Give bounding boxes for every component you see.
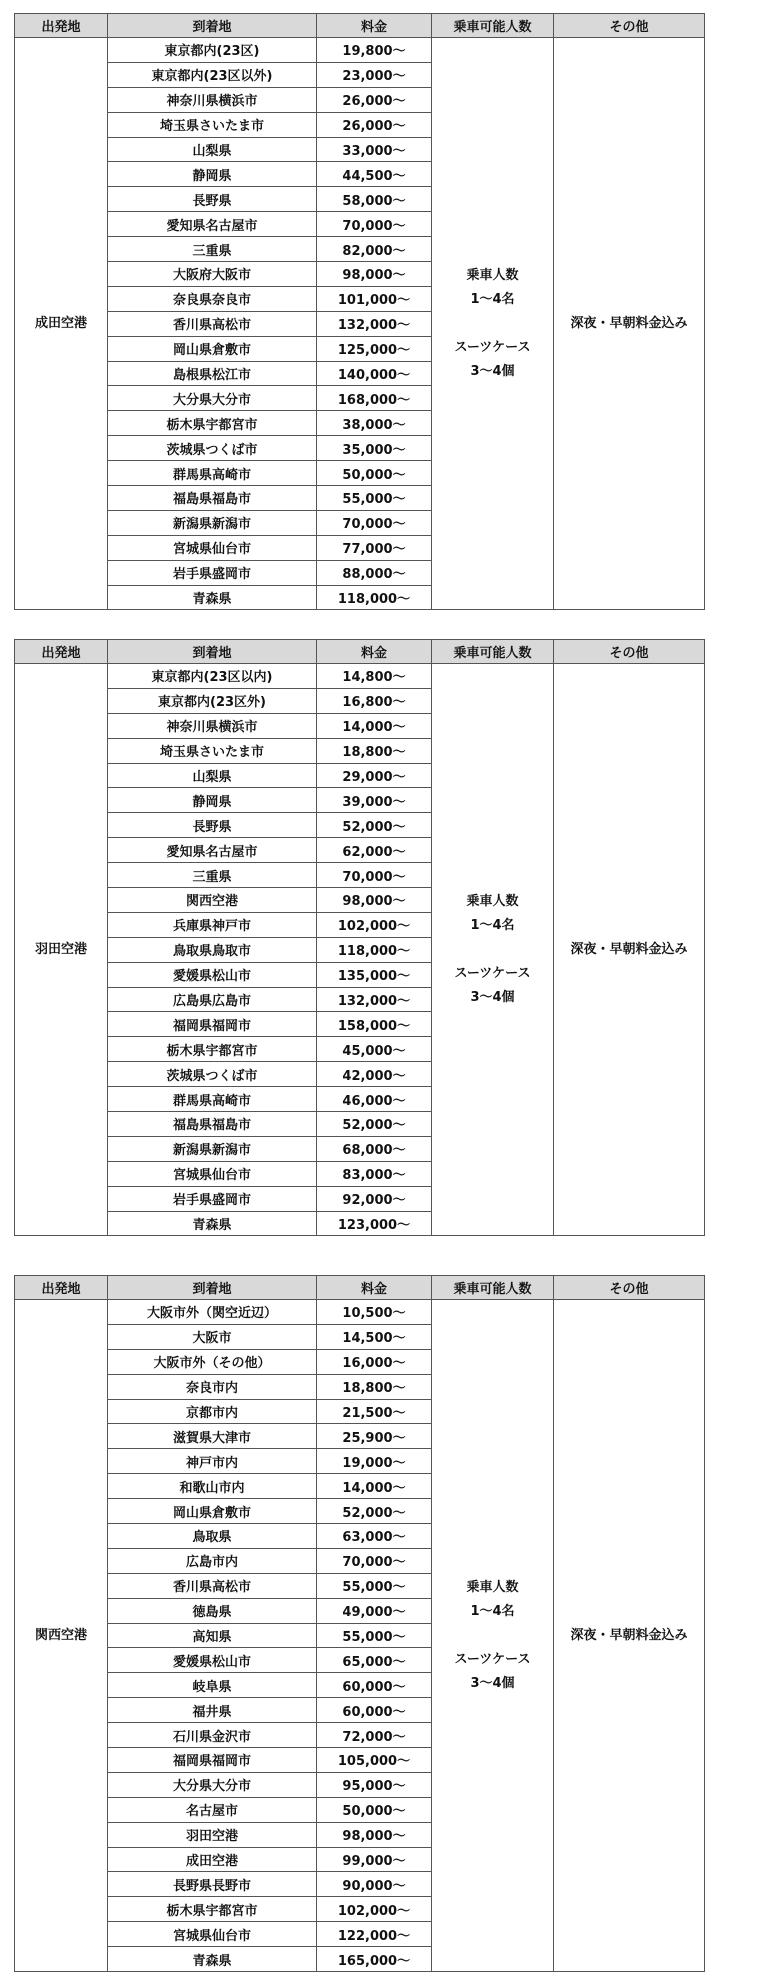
destination-cell: 奈良市内 xyxy=(108,1374,317,1399)
passengers-label: 乗車人数 xyxy=(466,267,519,283)
fare-cell: 98,000～ xyxy=(317,1822,432,1847)
fare-cell: 62,000～ xyxy=(317,838,432,863)
destination-cell: 静岡県 xyxy=(108,162,317,187)
destination-cell: 三重県 xyxy=(108,237,317,262)
fare-cell: 45,000～ xyxy=(317,1037,432,1062)
header-other: その他 xyxy=(554,1276,705,1300)
destination-cell: 栃木県宇都宮市 xyxy=(108,1037,317,1062)
fare-cell: 132,000～ xyxy=(317,311,432,336)
table-row xyxy=(15,664,705,689)
destination-cell: 和歌山市内 xyxy=(108,1474,317,1499)
header-origin: 出発地 xyxy=(15,1276,108,1300)
header-origin: 出発地 xyxy=(15,640,108,664)
destination-cell: 奈良県奈良市 xyxy=(108,286,317,311)
fare-cell: 14,000～ xyxy=(317,713,432,738)
destination-cell: 青森県 xyxy=(108,1211,317,1236)
fare-cell: 44,500～ xyxy=(317,162,432,187)
fare-cell: 123,000～ xyxy=(317,1211,432,1236)
fare-cell: 125,000～ xyxy=(317,336,432,361)
destination-cell: 神奈川県横浜市 xyxy=(108,87,317,112)
header-row xyxy=(15,640,705,664)
fare-cell: 19,800～ xyxy=(317,38,432,63)
fare-cell: 33,000～ xyxy=(317,137,432,162)
fare-cell: 19,000～ xyxy=(317,1449,432,1474)
other-cell: 深夜・早朝料金込み xyxy=(554,664,705,1236)
fare-cell: 55,000～ xyxy=(317,1623,432,1648)
fare-cell: 46,000～ xyxy=(317,1087,432,1112)
suitcase-value: 3～4個 xyxy=(470,363,515,379)
origin-cell: 羽田空港 xyxy=(15,664,108,1236)
destination-cell: 山梨県 xyxy=(108,137,317,162)
destination-cell: 香川県高松市 xyxy=(108,311,317,336)
destination-cell: 福岡県福岡市 xyxy=(108,1012,317,1037)
fare-cell: 14,800～ xyxy=(317,664,432,689)
fare-cell: 82,000～ xyxy=(317,237,432,262)
fare-cell: 105,000～ xyxy=(317,1748,432,1773)
header-destination: 到着地 xyxy=(108,640,317,664)
passengers-value: 1～4名 xyxy=(470,917,515,933)
suitcase-label: スーツケース xyxy=(454,339,531,355)
destination-cell: 栃木県宇都宮市 xyxy=(108,411,317,436)
destination-cell: 大阪市 xyxy=(108,1324,317,1349)
destination-cell: 広島市内 xyxy=(108,1548,317,1573)
header-destination: 到着地 xyxy=(108,1276,317,1300)
destination-cell: 高知県 xyxy=(108,1623,317,1648)
header-other: その他 xyxy=(554,14,705,38)
destination-cell: 山梨県 xyxy=(108,763,317,788)
passengers-value: 1～4名 xyxy=(470,1603,515,1619)
fare-cell: 70,000～ xyxy=(317,510,432,535)
suitcase-value: 3～4個 xyxy=(470,1675,515,1691)
fare-cell: 16,800～ xyxy=(317,688,432,713)
destination-cell: 新潟県新潟市 xyxy=(108,510,317,535)
fare-cell: 18,800～ xyxy=(317,1374,432,1399)
fare-cell: 39,000～ xyxy=(317,788,432,813)
fare-cell: 23,000～ xyxy=(317,62,432,87)
fare-cell: 29,000～ xyxy=(317,763,432,788)
destination-cell: 東京都内(23区以内) xyxy=(108,664,317,689)
passengers-value: 1～4名 xyxy=(470,291,515,307)
header-destination: 到着地 xyxy=(108,14,317,38)
fare-cell: 70,000～ xyxy=(317,212,432,237)
destination-cell: 静岡県 xyxy=(108,788,317,813)
destination-cell: 岡山県倉敷市 xyxy=(108,336,317,361)
destination-cell: 青森県 xyxy=(108,1947,317,1972)
destination-cell: 岩手県盛岡市 xyxy=(108,560,317,585)
fare-cell: 65,000～ xyxy=(317,1648,432,1673)
header-capacity: 乗車可能人数 xyxy=(432,14,554,38)
destination-cell: 宮城県仙台市 xyxy=(108,535,317,560)
destination-cell: 神戸市内 xyxy=(108,1449,317,1474)
fare-cell: 101,000～ xyxy=(317,286,432,311)
destination-cell: 鳥取県鳥取市 xyxy=(108,937,317,962)
destination-cell: 茨城県つくば市 xyxy=(108,436,317,461)
header-origin: 出発地 xyxy=(15,14,108,38)
destination-cell: 香川県高松市 xyxy=(108,1573,317,1598)
fare-cell: 42,000～ xyxy=(317,1062,432,1087)
table-row xyxy=(15,38,705,63)
fare-cell: 70,000～ xyxy=(317,863,432,888)
fare-cell: 25,900～ xyxy=(317,1424,432,1449)
destination-cell: 関西空港 xyxy=(108,888,317,913)
fare-cell: 68,000～ xyxy=(317,1136,432,1161)
destination-cell: 福島県福島市 xyxy=(108,486,317,511)
destination-cell: 埼玉県さいたま市 xyxy=(108,738,317,763)
fare-cell: 77,000～ xyxy=(317,535,432,560)
fare-cell: 165,000～ xyxy=(317,1947,432,1972)
destination-cell: 兵庫県神戸市 xyxy=(108,912,317,937)
fare-cell: 38,000～ xyxy=(317,411,432,436)
fare-cell: 72,000～ xyxy=(317,1723,432,1748)
fare-cell: 18,800～ xyxy=(317,738,432,763)
destination-cell: 東京都内(23区) xyxy=(108,38,317,63)
other-cell: 深夜・早朝料金込み xyxy=(554,1300,705,1972)
fare-cell: 26,000～ xyxy=(317,87,432,112)
destination-cell: 宮城県仙台市 xyxy=(108,1161,317,1186)
destination-cell: 栃木県宇都宮市 xyxy=(108,1897,317,1922)
fare-cell: 98,000～ xyxy=(317,888,432,913)
destination-cell: 東京都内(23区外) xyxy=(108,688,317,713)
destination-cell: 長野県 xyxy=(108,813,317,838)
table-row xyxy=(15,1300,705,1325)
destination-cell: 羽田空港 xyxy=(108,1822,317,1847)
destination-cell: 石川県金沢市 xyxy=(108,1723,317,1748)
destination-cell: 群馬県高崎市 xyxy=(108,1087,317,1112)
other-cell: 深夜・早朝料金込み xyxy=(554,38,705,610)
fare-cell: 52,000～ xyxy=(317,1112,432,1137)
destination-cell: 鳥取県 xyxy=(108,1524,317,1549)
destination-cell: 成田空港 xyxy=(108,1847,317,1872)
destination-cell: 福岡県福岡市 xyxy=(108,1748,317,1773)
fare-cell: 88,000～ xyxy=(317,560,432,585)
header-row xyxy=(15,1276,705,1300)
fare-cell: 118,000～ xyxy=(317,937,432,962)
capacity-cell xyxy=(432,664,554,1236)
fare-cell: 158,000～ xyxy=(317,1012,432,1037)
fare-cell: 92,000～ xyxy=(317,1186,432,1211)
suitcase-label: スーツケース xyxy=(454,965,531,981)
passengers-label: 乗車人数 xyxy=(466,893,519,909)
fare-cell: 14,500～ xyxy=(317,1324,432,1349)
fare-cell: 55,000～ xyxy=(317,1573,432,1598)
destination-cell: 愛媛県松山市 xyxy=(108,1648,317,1673)
destination-cell: 広島県広島市 xyxy=(108,987,317,1012)
fare-cell: 10,500～ xyxy=(317,1300,432,1325)
fare-cell: 50,000～ xyxy=(317,461,432,486)
fare-table-0 xyxy=(14,13,705,610)
fare-cell: 58,000～ xyxy=(317,187,432,212)
destination-cell: 埼玉県さいたま市 xyxy=(108,112,317,137)
capacity-cell xyxy=(432,1300,554,1972)
destination-cell: 群馬県高崎市 xyxy=(108,461,317,486)
destination-cell: 神奈川県横浜市 xyxy=(108,713,317,738)
destination-cell: 岐阜県 xyxy=(108,1673,317,1698)
destination-cell: 福井県 xyxy=(108,1698,317,1723)
fare-cell: 16,000～ xyxy=(317,1349,432,1374)
fare-cell: 50,000～ xyxy=(317,1797,432,1822)
fare-cell: 63,000～ xyxy=(317,1524,432,1549)
destination-cell: 大阪市外（関空近辺） xyxy=(108,1300,317,1325)
destination-cell: 東京都内(23区以外) xyxy=(108,62,317,87)
fare-cell: 60,000～ xyxy=(317,1673,432,1698)
fare-cell: 99,000～ xyxy=(317,1847,432,1872)
header-row xyxy=(15,14,705,38)
fare-cell: 122,000～ xyxy=(317,1922,432,1947)
passengers-label: 乗車人数 xyxy=(466,1579,519,1595)
fare-cell: 21,500～ xyxy=(317,1399,432,1424)
suitcase-value: 3～4個 xyxy=(470,989,515,1005)
destination-cell: 宮城県仙台市 xyxy=(108,1922,317,1947)
destination-cell: 福島県福島市 xyxy=(108,1112,317,1137)
fare-cell: 90,000～ xyxy=(317,1872,432,1897)
fare-cell: 168,000～ xyxy=(317,386,432,411)
fare-cell: 26,000～ xyxy=(317,112,432,137)
fare-cell: 132,000～ xyxy=(317,987,432,1012)
destination-cell: 滋賀県大津市 xyxy=(108,1424,317,1449)
destination-cell: 島根県松江市 xyxy=(108,361,317,386)
header-fare: 料金 xyxy=(317,14,432,38)
destination-cell: 岡山県倉敷市 xyxy=(108,1499,317,1524)
fare-table-2 xyxy=(14,1275,705,1972)
destination-cell: 長野県長野市 xyxy=(108,1872,317,1897)
destination-cell: 青森県 xyxy=(108,585,317,610)
header-other: その他 xyxy=(554,640,705,664)
fare-cell: 55,000～ xyxy=(317,486,432,511)
destination-cell: 茨城県つくば市 xyxy=(108,1062,317,1087)
suitcase-label: スーツケース xyxy=(454,1651,531,1667)
fare-cell: 83,000～ xyxy=(317,1161,432,1186)
destination-cell: 大分県大分市 xyxy=(108,386,317,411)
destination-cell: 愛知県名古屋市 xyxy=(108,212,317,237)
origin-cell: 関西空港 xyxy=(15,1300,108,1972)
fare-cell: 52,000～ xyxy=(317,1499,432,1524)
destination-cell: 長野県 xyxy=(108,187,317,212)
fare-cell: 60,000～ xyxy=(317,1698,432,1723)
fare-cell: 135,000～ xyxy=(317,962,432,987)
header-capacity: 乗車可能人数 xyxy=(432,1276,554,1300)
header-fare: 料金 xyxy=(317,640,432,664)
destination-cell: 愛媛県松山市 xyxy=(108,962,317,987)
fare-cell: 49,000～ xyxy=(317,1598,432,1623)
fare-cell: 118,000～ xyxy=(317,585,432,610)
destination-cell: 大分県大分市 xyxy=(108,1772,317,1797)
destination-cell: 京都市内 xyxy=(108,1399,317,1424)
capacity-cell xyxy=(432,38,554,610)
fare-cell: 52,000～ xyxy=(317,813,432,838)
fare-cell: 95,000～ xyxy=(317,1772,432,1797)
header-fare: 料金 xyxy=(317,1276,432,1300)
fare-cell: 98,000～ xyxy=(317,262,432,287)
fare-cell: 102,000～ xyxy=(317,1897,432,1922)
destination-cell: 愛知県名古屋市 xyxy=(108,838,317,863)
fare-cell: 140,000～ xyxy=(317,361,432,386)
destination-cell: 新潟県新潟市 xyxy=(108,1136,317,1161)
fare-cell: 102,000～ xyxy=(317,912,432,937)
fare-cell: 70,000～ xyxy=(317,1548,432,1573)
destination-cell: 徳島県 xyxy=(108,1598,317,1623)
fare-table-1 xyxy=(14,639,705,1236)
destination-cell: 大阪市外（その他） xyxy=(108,1349,317,1374)
destination-cell: 名古屋市 xyxy=(108,1797,317,1822)
origin-cell: 成田空港 xyxy=(15,38,108,610)
destination-cell: 大阪府大阪市 xyxy=(108,262,317,287)
destination-cell: 三重県 xyxy=(108,863,317,888)
destination-cell: 岩手県盛岡市 xyxy=(108,1186,317,1211)
fare-cell: 35,000～ xyxy=(317,436,432,461)
header-capacity: 乗車可能人数 xyxy=(432,640,554,664)
fare-cell: 14,000～ xyxy=(317,1474,432,1499)
